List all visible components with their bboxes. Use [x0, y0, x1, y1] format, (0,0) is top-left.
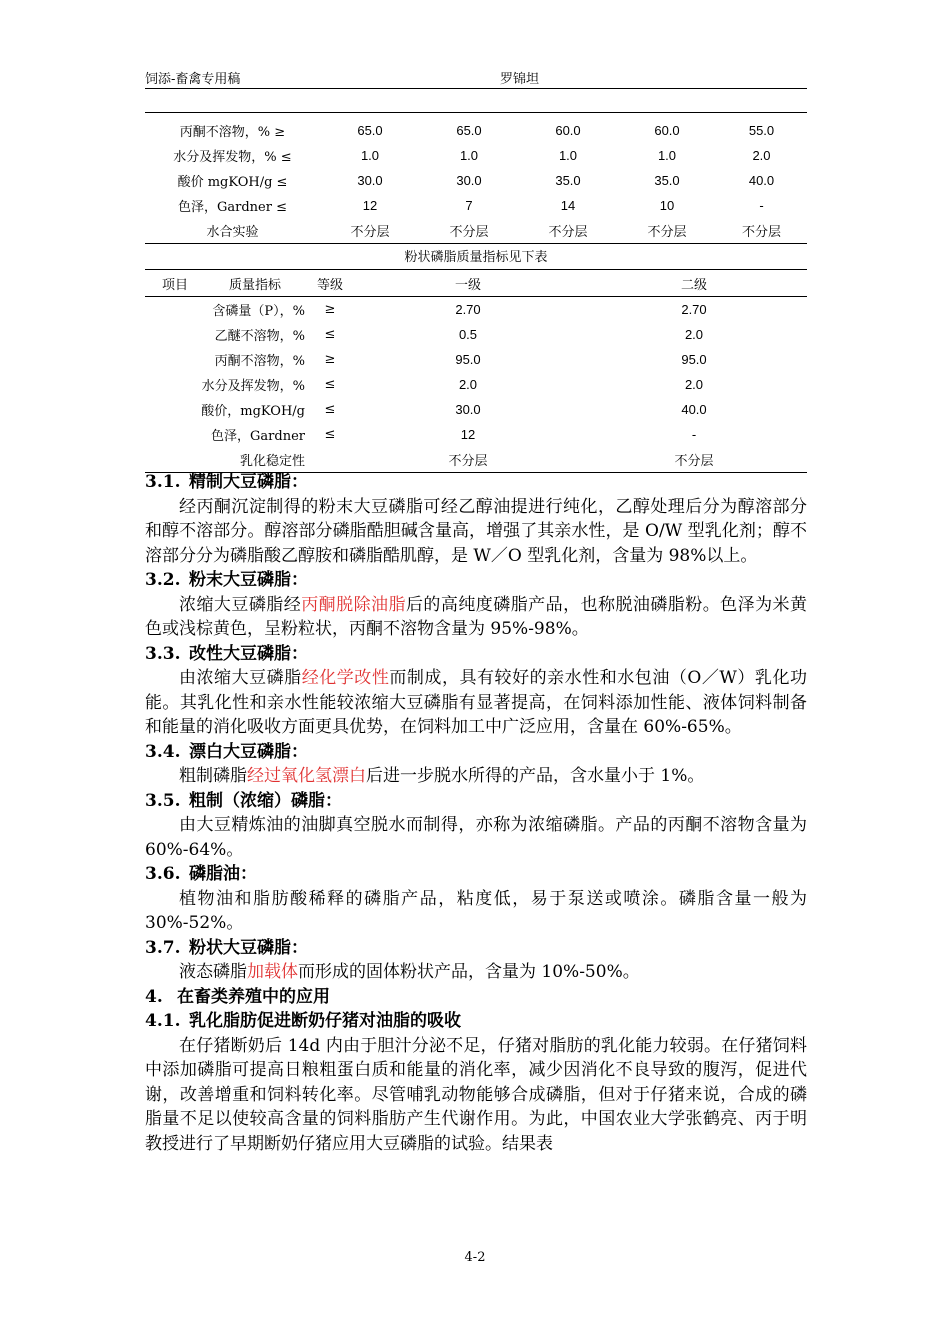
cell: 1.0 [360, 148, 380, 163]
table-row [145, 168, 807, 193]
paragraph: 经丙酮沉淀制得的粉末大豆磷脂可经乙醇油提进行纯化，乙醇处理后分为醇溶部分和醇不溶部分。醇溶部分磷脂酷胆碱含量高，增强了其亲水性，是 O/W 型乳化剂；醇不溶部分分为磷脂酸乙醇胺和磷脂酷肌醇，是 W／O 型乳化剂，含量为 98%以上。 [145, 496, 807, 566]
cell: 35.0 [654, 173, 680, 188]
cell: 10 [659, 198, 675, 213]
cell: 7 [465, 198, 473, 213]
row-sign: ≤ [324, 327, 336, 342]
cell: - [691, 427, 697, 442]
section-heading: 3.6. 磷脂油： [145, 864, 257, 884]
cell: 95.0 [455, 352, 481, 367]
cell: 1.0 [657, 148, 677, 163]
header-index: 质量指标 [205, 270, 305, 297]
row-label: 色泽，Gardner ≤ [178, 200, 287, 215]
cell: 1.0 [459, 148, 479, 163]
row-label: 含磷量（P），% [212, 304, 305, 319]
row-label: 水分及挥发物，% [201, 379, 305, 394]
page-number: 4-2 [464, 1250, 486, 1265]
table-row [145, 447, 807, 473]
table-row [145, 397, 807, 422]
paragraph: 浓缩大豆磷脂经丙酮脱除油脂后的高纯度磷脂产品，也称脱油磷脂粉。色泽为米黄色或浅棕黄色，呈粉粒状，丙酮不溶物含量为 95%-98%。 [145, 594, 808, 639]
paragraph: 植物油和脂肪酸稀释的磷脂产品，粘度低，易于泵送或喷涂。磷脂含量一般为 30%-52%。 [145, 888, 807, 933]
cell: 不分层 [320, 218, 420, 244]
table-row [145, 372, 807, 397]
cell: 2.0 [684, 377, 704, 392]
cell: 不分层 [581, 447, 807, 473]
paragraph: 液态磷脂加载体而形成的固体粉状产品，含量为 10%-50%。 [179, 962, 640, 982]
cell: 2.70 [681, 302, 707, 317]
row-label: 乳化稳定性 [145, 447, 305, 473]
table-caption: 粉状磷脂质量指标见下表 [145, 247, 807, 270]
cell: 60.0 [555, 123, 581, 138]
cell: 不分层 [420, 218, 518, 244]
table-top-rule [145, 112, 807, 113]
table-row [145, 193, 807, 218]
section-heading: 3.4. 漂白大豆磷脂： [145, 741, 308, 762]
cell: 0.5 [458, 327, 478, 342]
cell: 14 [560, 198, 576, 213]
cell: 12 [362, 198, 378, 213]
cell: 30.0 [455, 402, 481, 417]
header-item: 项目 [145, 270, 205, 297]
header-author: 罗锦坦 [500, 72, 540, 87]
liquid-lecithin-table [145, 118, 807, 244]
row-label: 色泽，Gardner [211, 429, 305, 444]
highlighted-text: 经化学改性 [301, 668, 390, 688]
table-row [145, 118, 807, 143]
cell: 2.0 [752, 148, 771, 163]
section-heading: 3.2. 粉末大豆磷脂： [145, 570, 308, 590]
cell: 35.0 [555, 173, 581, 188]
table-header-row [145, 270, 807, 297]
row-label: 丙酮不溶物，% [214, 354, 305, 369]
row-label: 水合实验 [145, 218, 320, 244]
paragraph: 由浓缩大豆磷脂经化学改性而制成，具有较好的亲水性和水包油（O／W）乳化功能。其乳化性和亲水性能较浓缩大豆磷脂有显著提高，在饲料添加性能、液体饲料制备和能量的消化吸收方面更具优势，在饲料加工中广泛应用，含量在 60%-65%。 [145, 668, 807, 737]
cell: 95.0 [681, 352, 707, 367]
table-row [145, 143, 807, 168]
section-heading: 4.1. 乳化脂肪促进断奶仔猪对油脂的吸收 [145, 1011, 461, 1031]
section-heading: 3.3. 改性大豆磷脂： [145, 643, 308, 664]
header-left: 饲添-畜禽专用稿 [145, 72, 241, 87]
highlighted-text: 加载体 [247, 962, 298, 982]
section-heading: 3.5. 粗制（浓缩）磷脂： [145, 790, 342, 811]
section-heading: 3.7. 粉状大豆磷脂： [145, 937, 308, 958]
section-heading: 3.1. 精制大豆磷脂： [145, 472, 308, 492]
table-row [145, 297, 807, 323]
page-header [145, 66, 807, 89]
cell: 12 [460, 427, 476, 442]
header-grade: 等级 [305, 270, 355, 297]
cell: 65.0 [357, 123, 383, 138]
row-sign [305, 447, 355, 473]
highlighted-text: 丙酮脱除油脂 [301, 594, 406, 615]
powder-lecithin-table [145, 270, 807, 473]
cell: 40.0 [748, 173, 775, 188]
cell: 2.0 [458, 377, 478, 392]
cell: 60.0 [654, 123, 680, 138]
row-label: 酸价 mgKOH/g ≤ [177, 175, 288, 190]
cell: 不分层 [518, 218, 618, 244]
paragraph: 由大豆精炼油的油脚真空脱水而制得，亦称为浓缩磷脂。产品的丙酮不溶物含量为 60%-64%。 [145, 815, 807, 860]
cell: 65.0 [456, 123, 482, 138]
row-sign: ≥ [324, 352, 336, 367]
cell: 55.0 [748, 123, 775, 138]
cell: 30.0 [357, 173, 383, 188]
cell: 不分层 [355, 447, 581, 473]
header-grade-1: 一级 [355, 270, 581, 297]
cell: 不分层 [618, 218, 716, 244]
row-label: 乙醚不溶物，% [214, 329, 305, 344]
row-sign: ≤ [324, 377, 336, 392]
row-label: 水分及挥发物，% ≤ [173, 150, 292, 165]
row-label: 酸价，mgKOH/g [201, 404, 305, 419]
cell: - [759, 198, 764, 213]
header-grade-2: 二级 [581, 270, 807, 297]
cell: 不分层 [716, 218, 807, 244]
cell: 40.0 [681, 402, 707, 417]
paragraph: 在仔猪断奶后 14d 内由于胆汁分泌不足，仔猪对脂肪的乳化能力较弱。在仔猪饲料中添加磷脂可提高日粮粗蛋白质和能量的消化率，减少因消化不良导致的腹泻，促进代谢，改善增重和饲料转化率。尽管哺乳动物能够合成磷脂，但对于仔猪来说，合成的磷脂量不足以使较高含量的饲料脂肪产生代谢作用。为此，中国农业大学张鹤亮、丙于明教授进行了早期断奶仔猪应用大豆磷脂的试验。结果表 [145, 1035, 807, 1154]
cell: 2.70 [455, 302, 481, 317]
row-sign: ≤ [324, 402, 336, 417]
table-row [145, 322, 807, 347]
highlighted-text: 经过氧化氢漂白 [247, 766, 366, 786]
table-row [145, 422, 807, 447]
paragraph: 粗制磷脂经过氧化氢漂白后进一步脱水所得的产品，含水量小于 1%。 [179, 766, 705, 786]
chapter-heading: 4. 在畜类养殖中的应用 [145, 986, 330, 1007]
row-label: 丙酮不溶物，% ≥ [179, 125, 286, 140]
cell: 2.0 [684, 327, 704, 342]
body-text [145, 470, 807, 1156]
table-row [145, 218, 807, 244]
cell: 1.0 [558, 148, 578, 163]
row-sign: ≤ [324, 427, 336, 442]
cell: 30.0 [456, 173, 482, 188]
table-row [145, 347, 807, 372]
row-sign: ≥ [324, 302, 336, 317]
